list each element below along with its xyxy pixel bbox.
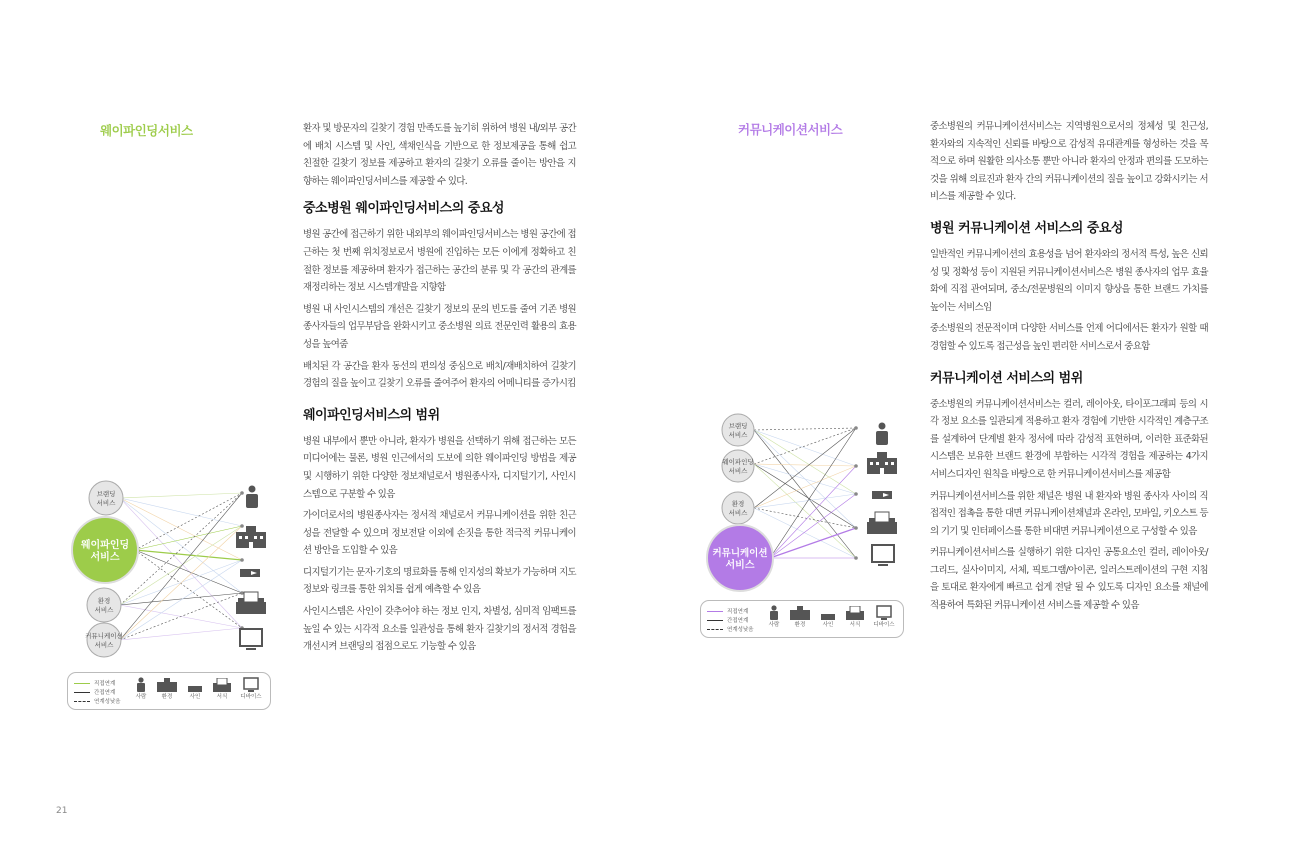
svg-text:서비스: 서비스 bbox=[96, 499, 116, 507]
left-node-branding bbox=[89, 481, 123, 515]
left-intro: 환자 및 방문자의 길찾기 경험 만족도를 높기히 위하여 병원 내/외부 공간에 배치 시스템 및 사인, 색채인식을 기반으로 한 정보제공을 통해 쉽고 친절한 길찾기 정보를 제공하고 환자의 길찾기 오류를 줄이는 방안을 지향하는 웨이파인딩서비스를 제공할 수 있다. bbox=[303, 123, 576, 187]
legend-direct: 직접연계 bbox=[74, 679, 115, 687]
person-icon bbox=[876, 423, 888, 446]
svg-text:환경: 환경 bbox=[97, 597, 111, 605]
left-heading-scope: 웨이파인딩서비스의 범위 bbox=[303, 407, 440, 423]
left-scope-para: 디지털기기는 문자·기호의 명료화를 통해 인지성의 확보가 가능하며 지도정보와 링크를 통한 위치를 쉽게 예측할 수 있음 bbox=[303, 566, 576, 596]
legend-form: 서식 bbox=[209, 676, 235, 700]
left-node-main-wayfinding bbox=[72, 517, 138, 583]
page-number: 21 bbox=[56, 806, 68, 816]
right-scope-para: 커뮤니케이션서비스를 실행하기 위한 디자인 공통요소인 컬러, 레이아웃/그리드, 실사이미지, 서체, 픽토그램/아이콘, 일러스트레이션의 구현 지침을 토대로 환자에게 빠르고 쉽게 전달 될 수 있도록 디자인 요소를 채널에 적용하여 특화된 커뮤니케이션 서비스를 제공할 수 있음 bbox=[930, 547, 1208, 612]
document-icon bbox=[236, 592, 266, 614]
left-scope-para: 병원 내부에서 뿐만 아니라, 환자가 병원을 선택하기 위해 접근하는 모든 미디어에는 물론, 병원 인근에서의 도보에 의한 웨이파인딩 방법을 제공 및 시행하기 위한 다양한 정보채널로서 병원종사자, 디지털기기, 사인시스템으로 구분할 수 있음 bbox=[303, 435, 576, 500]
svg-text:서비스: 서비스 bbox=[728, 467, 748, 475]
left-section-title: 웨이파인딩서비스 bbox=[100, 123, 193, 138]
right-diagram-endpoints bbox=[854, 426, 858, 560]
legend-person: 사람 bbox=[761, 604, 787, 628]
building-icon bbox=[236, 526, 266, 548]
legend-person: 사람 bbox=[128, 676, 154, 700]
right-diagram-links bbox=[754, 428, 856, 558]
svg-text:커뮤니케이션: 커뮤니케이션 bbox=[85, 632, 123, 640]
right-section-title: 커뮤니케이션서비스 bbox=[738, 122, 843, 137]
svg-text:서비스: 서비스 bbox=[94, 606, 114, 614]
legend-form: 서식 bbox=[842, 604, 868, 628]
right-imp-para: 중소병원의 전문적이며 다양한 서비스를 언제 어디에서든 환자가 원할 때 경험할 수 있도록 접근성을 높인 편리한 서비스로서 중요함 bbox=[930, 323, 1208, 352]
person-icon bbox=[246, 486, 258, 509]
legend-direct: 직접연계 bbox=[707, 607, 748, 615]
right-scope-para: 커뮤니케이션서비스를 위한 채널은 병원 내 환자와 병원 종사자 사이의 직접적인 접촉을 통한 대면 커뮤니케이션채널과 온라인, 모바일, 키오스트 등의 기기 및 인터페이스를 통한 비대면 커뮤니케이션으로 구성할 수 있음 bbox=[930, 490, 1208, 537]
left-node-communication bbox=[85, 623, 123, 657]
building-icon bbox=[867, 452, 897, 474]
left-imp-para: 배치된 각 공간을 환자 동선의 편의성 중심으로 배치/재배치하여 길찾기 경험의 질을 높이고 길찾기 오류를 줄여주어 환자의 어메니티를 증가시킴 bbox=[303, 360, 576, 390]
left-node-environment bbox=[87, 588, 121, 622]
legend-indirect: 간접연계 bbox=[707, 616, 748, 624]
right-intro: 중소병원의 커뮤니케이션서비스는 지역병원으로서의 정체성 및 친근성, 환자와의 지속적인 신뢰를 바탕으로 감성적 유대관계를 형성하는 것을 목적으로 하며 원활한 의사소통 뿐만 아니라 환자의 안정과 편의를 도모하는 것을 위해 의료진과 환자 간의 커뮤니케이션의 질을 높이고 강화시키는 서비스를 제공할 수 있다. bbox=[930, 121, 1208, 203]
svg-text:서비스: 서비스 bbox=[725, 560, 755, 571]
left-legend bbox=[67, 672, 271, 710]
svg-text:환경: 환경 bbox=[731, 500, 745, 508]
right-node-main-communication bbox=[707, 525, 773, 591]
left-scope-para: 사인시스템은 사인이 갖추어야 하는 정보 인지, 차별성, 심미적 임팩트를 높일 수 있는 시각적 요소를 일관성을 통해 환자 길찾기의 정서적 경험을 개선시켜 브랜딩의 접점으로도 기능할 수 있음 bbox=[303, 606, 576, 653]
left-service-diagram bbox=[60, 478, 280, 668]
monitor-icon bbox=[240, 629, 262, 650]
legend-environment: 환경 bbox=[787, 604, 813, 628]
right-node-wayfinding bbox=[722, 450, 754, 482]
right-heading-scope: 커뮤니케이션 서비스의 범위 bbox=[930, 370, 1083, 386]
right-imp-para: 일반적인 커뮤니케이션의 효용성을 넘어 환자와의 정서적 특성, 높은 신뢰성 및 정확성 등이 지원된 커뮤니케이션서비스은 병원 종사자의 업무 효율화에 직접 관여되며, 중소/전문병원의 이미지 향상을 통한 브랜드 가치를 높이는 서비스임 bbox=[930, 248, 1208, 313]
left-imp-para: 병원 내 사인시스템의 개선은 길찾기 정보의 문의 빈도를 줄여 기존 병원 종사자들의 업무부담을 완화시키고 중소병원 의료 전문인력 활용의 효용성을 높여줌 bbox=[303, 303, 576, 350]
legend-device: 디바이스 bbox=[871, 604, 897, 628]
legend-environment: 환경 bbox=[154, 676, 180, 700]
left-diagram-links bbox=[120, 493, 242, 640]
right-heading-importance: 병원 커뮤니케이션 서비스의 중요성 bbox=[930, 220, 1123, 236]
svg-text:웨이파인딩: 웨이파인딩 bbox=[80, 540, 130, 551]
svg-text:서비스: 서비스 bbox=[728, 431, 748, 439]
left-text-column bbox=[303, 120, 576, 660]
left-heading-importance: 중소병원 웨이파인딩서비스의 중요성 bbox=[303, 201, 504, 217]
sign-icon bbox=[240, 569, 260, 577]
right-node-environment bbox=[722, 492, 754, 524]
svg-text:서비스: 서비스 bbox=[728, 509, 748, 517]
right-node-branding bbox=[722, 414, 754, 446]
right-legend bbox=[700, 600, 904, 638]
left-scope-para: 가이더로서의 병원종사자는 정서적 채널로서 커뮤니케이션을 위한 친근성을 전달할 수 있으며 정보전달 이외에 손짓을 통한 적극적 커뮤니케이션 방안을 도입할 수 있음 bbox=[303, 510, 576, 557]
legend-weak: 연계성낮음 bbox=[74, 697, 121, 705]
sign-icon bbox=[872, 491, 892, 499]
legend-sign: 사인 bbox=[182, 676, 208, 700]
monitor-icon bbox=[872, 545, 894, 566]
legend-weak: 연계성낮음 bbox=[707, 625, 754, 633]
legend-sign: 사인 bbox=[815, 604, 841, 628]
svg-text:브랜딩: 브랜딩 bbox=[96, 490, 116, 498]
svg-text:웨이파인딩: 웨이파인딩 bbox=[722, 458, 754, 466]
right-service-diagram bbox=[700, 412, 910, 602]
svg-text:브랜딩: 브랜딩 bbox=[728, 422, 748, 430]
legend-device: 디바이스 bbox=[238, 676, 264, 700]
legend-indirect: 간접연계 bbox=[74, 688, 115, 696]
document-icon bbox=[867, 512, 897, 534]
right-text-column bbox=[930, 118, 1208, 619]
right-scope-para: 중소병원의 커뮤니케이션서비스는 컬러, 레이아웃, 타이포그래피 등의 시각 정보 요소를 일관되게 적용하고 환자 경험에 기반한 시각적인 계층구조를 설계하여 단계별 환자 정서에 따라 감성적 표현하며, 이러한 표준화된 시스템은 보유한 브랜드 환경에 부합하는 시각적 경험을 제공하는 4가지 서비스디자인 원칙을 바탕으로 한 커뮤니케이션서비스를 제공함 bbox=[930, 398, 1208, 480]
svg-text:서비스: 서비스 bbox=[90, 552, 120, 563]
svg-text:서비스: 서비스 bbox=[94, 641, 114, 649]
svg-text:커뮤니케이션: 커뮤니케이션 bbox=[712, 548, 768, 559]
left-imp-para: 병원 공간에 접근하기 위한 내외부의 웨이파인딩서비스는 병원 공간에 접근하는 첫 번째 위치정보로서 병원에 진입하는 모든 이에게 정확하고 친절한 정보를 제공하며 환자가 접근하는 공간의 분류 및 각 공간의 관계를 재정리하는 정보 시스템개발을 지향함 bbox=[303, 229, 576, 294]
